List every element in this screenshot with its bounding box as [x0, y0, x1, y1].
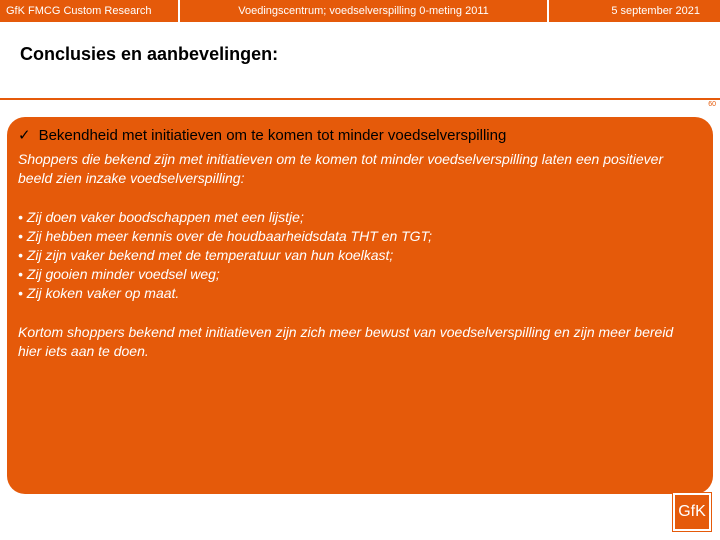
- conclusion-paragraph: Kortom shoppers bekend met initiatieven zijn zich meer bewust van voedselverspilling en zijn meer bereid hier iets aan te doen.: [18, 324, 674, 359]
- bullet-list: [18, 208, 698, 303]
- title-divider: [0, 98, 720, 100]
- header-left-text: GfK FMCG Custom Research: [6, 5, 152, 17]
- bullet-item: • Zij hebben meer kennis over de houdbaarheidsdata THT en TGT;: [18, 228, 432, 244]
- bullet-item: • Zij zijn vaker bekend met de temperatuur van hun koelkast;: [18, 247, 394, 263]
- header-center-text: Voedingscentrum; voedselverspilling 0-meting 2011: [238, 5, 489, 17]
- section-heading: [18, 126, 506, 144]
- intro-paragraph: Shoppers die bekend zijn met initiatieven om te komen tot minder voedselverspilling laten een positiever beeld zien inzake voedselverspilling:: [18, 151, 664, 186]
- bullet-item: • Zij gooien minder voedsel weg;: [18, 266, 220, 282]
- slide-title: Conclusies en aanbevelingen:: [20, 44, 279, 64]
- check-icon: ✓: [18, 127, 31, 144]
- header-date: 5 september 2021: [611, 5, 700, 17]
- header-bar: [0, 0, 720, 22]
- gfk-logo: GfK: [673, 493, 711, 531]
- page-number: 60: [708, 101, 716, 108]
- bullet-item: • Zij koken vaker op maat.: [18, 285, 180, 301]
- bullet-item: • Zij doen vaker boodschappen met een lijstje;: [18, 209, 304, 225]
- section-heading-text: Bekendheid met initiatieven om te komen tot minder voedselverspilling: [38, 127, 507, 144]
